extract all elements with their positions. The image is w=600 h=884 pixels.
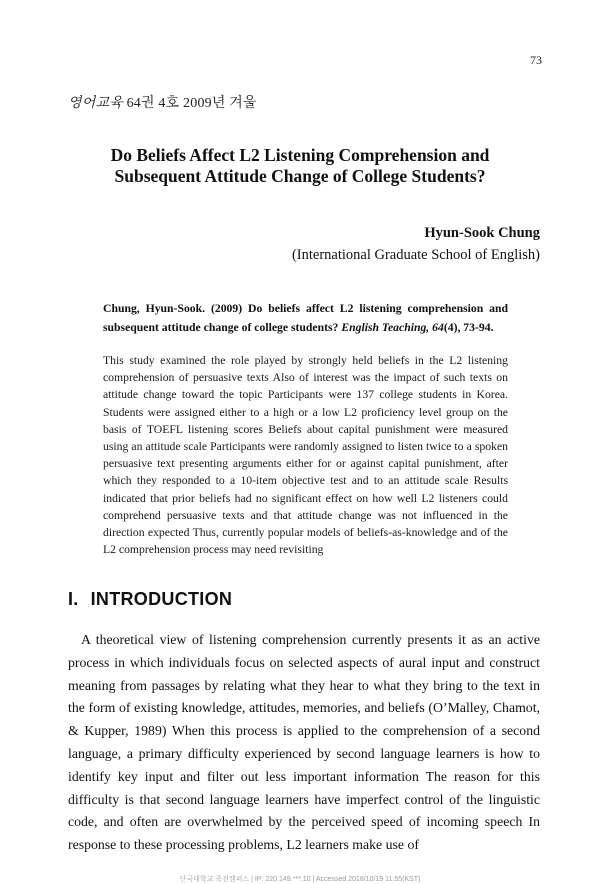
journal-header bbox=[68, 92, 257, 112]
citation-text: Chung, Hyun-Sook. (2009) Do beliefs affect L2 listening comprehension and subsequent attitude change of college students? bbox=[103, 302, 508, 334]
citation-journal: English Teaching, 64 bbox=[341, 321, 444, 334]
citation bbox=[103, 299, 508, 337]
section-title: INTRODUCTION bbox=[90, 589, 233, 609]
author-block bbox=[292, 222, 540, 266]
paper-title bbox=[0, 145, 600, 187]
section-heading bbox=[68, 589, 232, 610]
paper-title-line-1: Do Beliefs Affect L2 Listening Comprehension and bbox=[110, 145, 490, 165]
section-number: I. bbox=[68, 589, 79, 609]
abstract: This study examined the role played by strongly held beliefs in the L2 listening comprehension of persuasive texts Also of interest was the impact of such texts on attitude change toward the topic Participants were 137 college students in Korea. Students were assigned either to a high or a low L2 proficiency level group on the basis of TOEFL listening scores Beliefs about capital punishment were measured using an attitude scale Participants were randomly assigned to listen twice to a spoken persuasive text presenting arguments either for or against capital punishment, after which they responded to a 10-item objective test and to an attitude scale Results indicated that prior beliefs had no significant effect on how well L2 listeners could comprehend persuasive texts and that attitude change was not influenced in the direction expected Thus, currently popular models of beliefs-as-knowledge and of the L2 comprehension process may need revisiting bbox=[103, 354, 508, 557]
author-name: Hyun-Sook Chung bbox=[424, 225, 540, 241]
intro-paragraph: A theoretical view of listening comprehension currently presents it as an active process in which individuals focus on selected aspects of aural input and construct meaning from passages by relating what they hear to what they bring to the text in the form of existing knowledge, attitudes, memories, and beliefs (O’Malley, Chamot, & Kupper, 1989) When this process is applied to the comprehension of a second language, a primary difficulty experienced by second language learners is how to identify key input and filter out less important information The reason for this difficulty is that second language learners have imperfect control of the linguistic code, and often are overwhelmed by the perceived speed of incoming speech In response to these processing problems, L2 learners make use of bbox=[68, 632, 540, 853]
author-affiliation: (International Graduate School of English) bbox=[291, 247, 540, 263]
access-footer: 단국대학교 죽전캠퍼스 | IP: 220.149.***.10 | Accessed 2018/10/19 11:55(KST) bbox=[179, 876, 421, 883]
paper-title-line-2: Subsequent Attitude Change of College Students? bbox=[114, 166, 486, 186]
page-number: 73 bbox=[530, 53, 542, 67]
journal-name: 영어교육 bbox=[68, 96, 123, 111]
citation-volume-pages: (4), 73-94. bbox=[443, 321, 494, 334]
journal-issue: 64권 4호 2009년 겨울 bbox=[122, 96, 257, 111]
